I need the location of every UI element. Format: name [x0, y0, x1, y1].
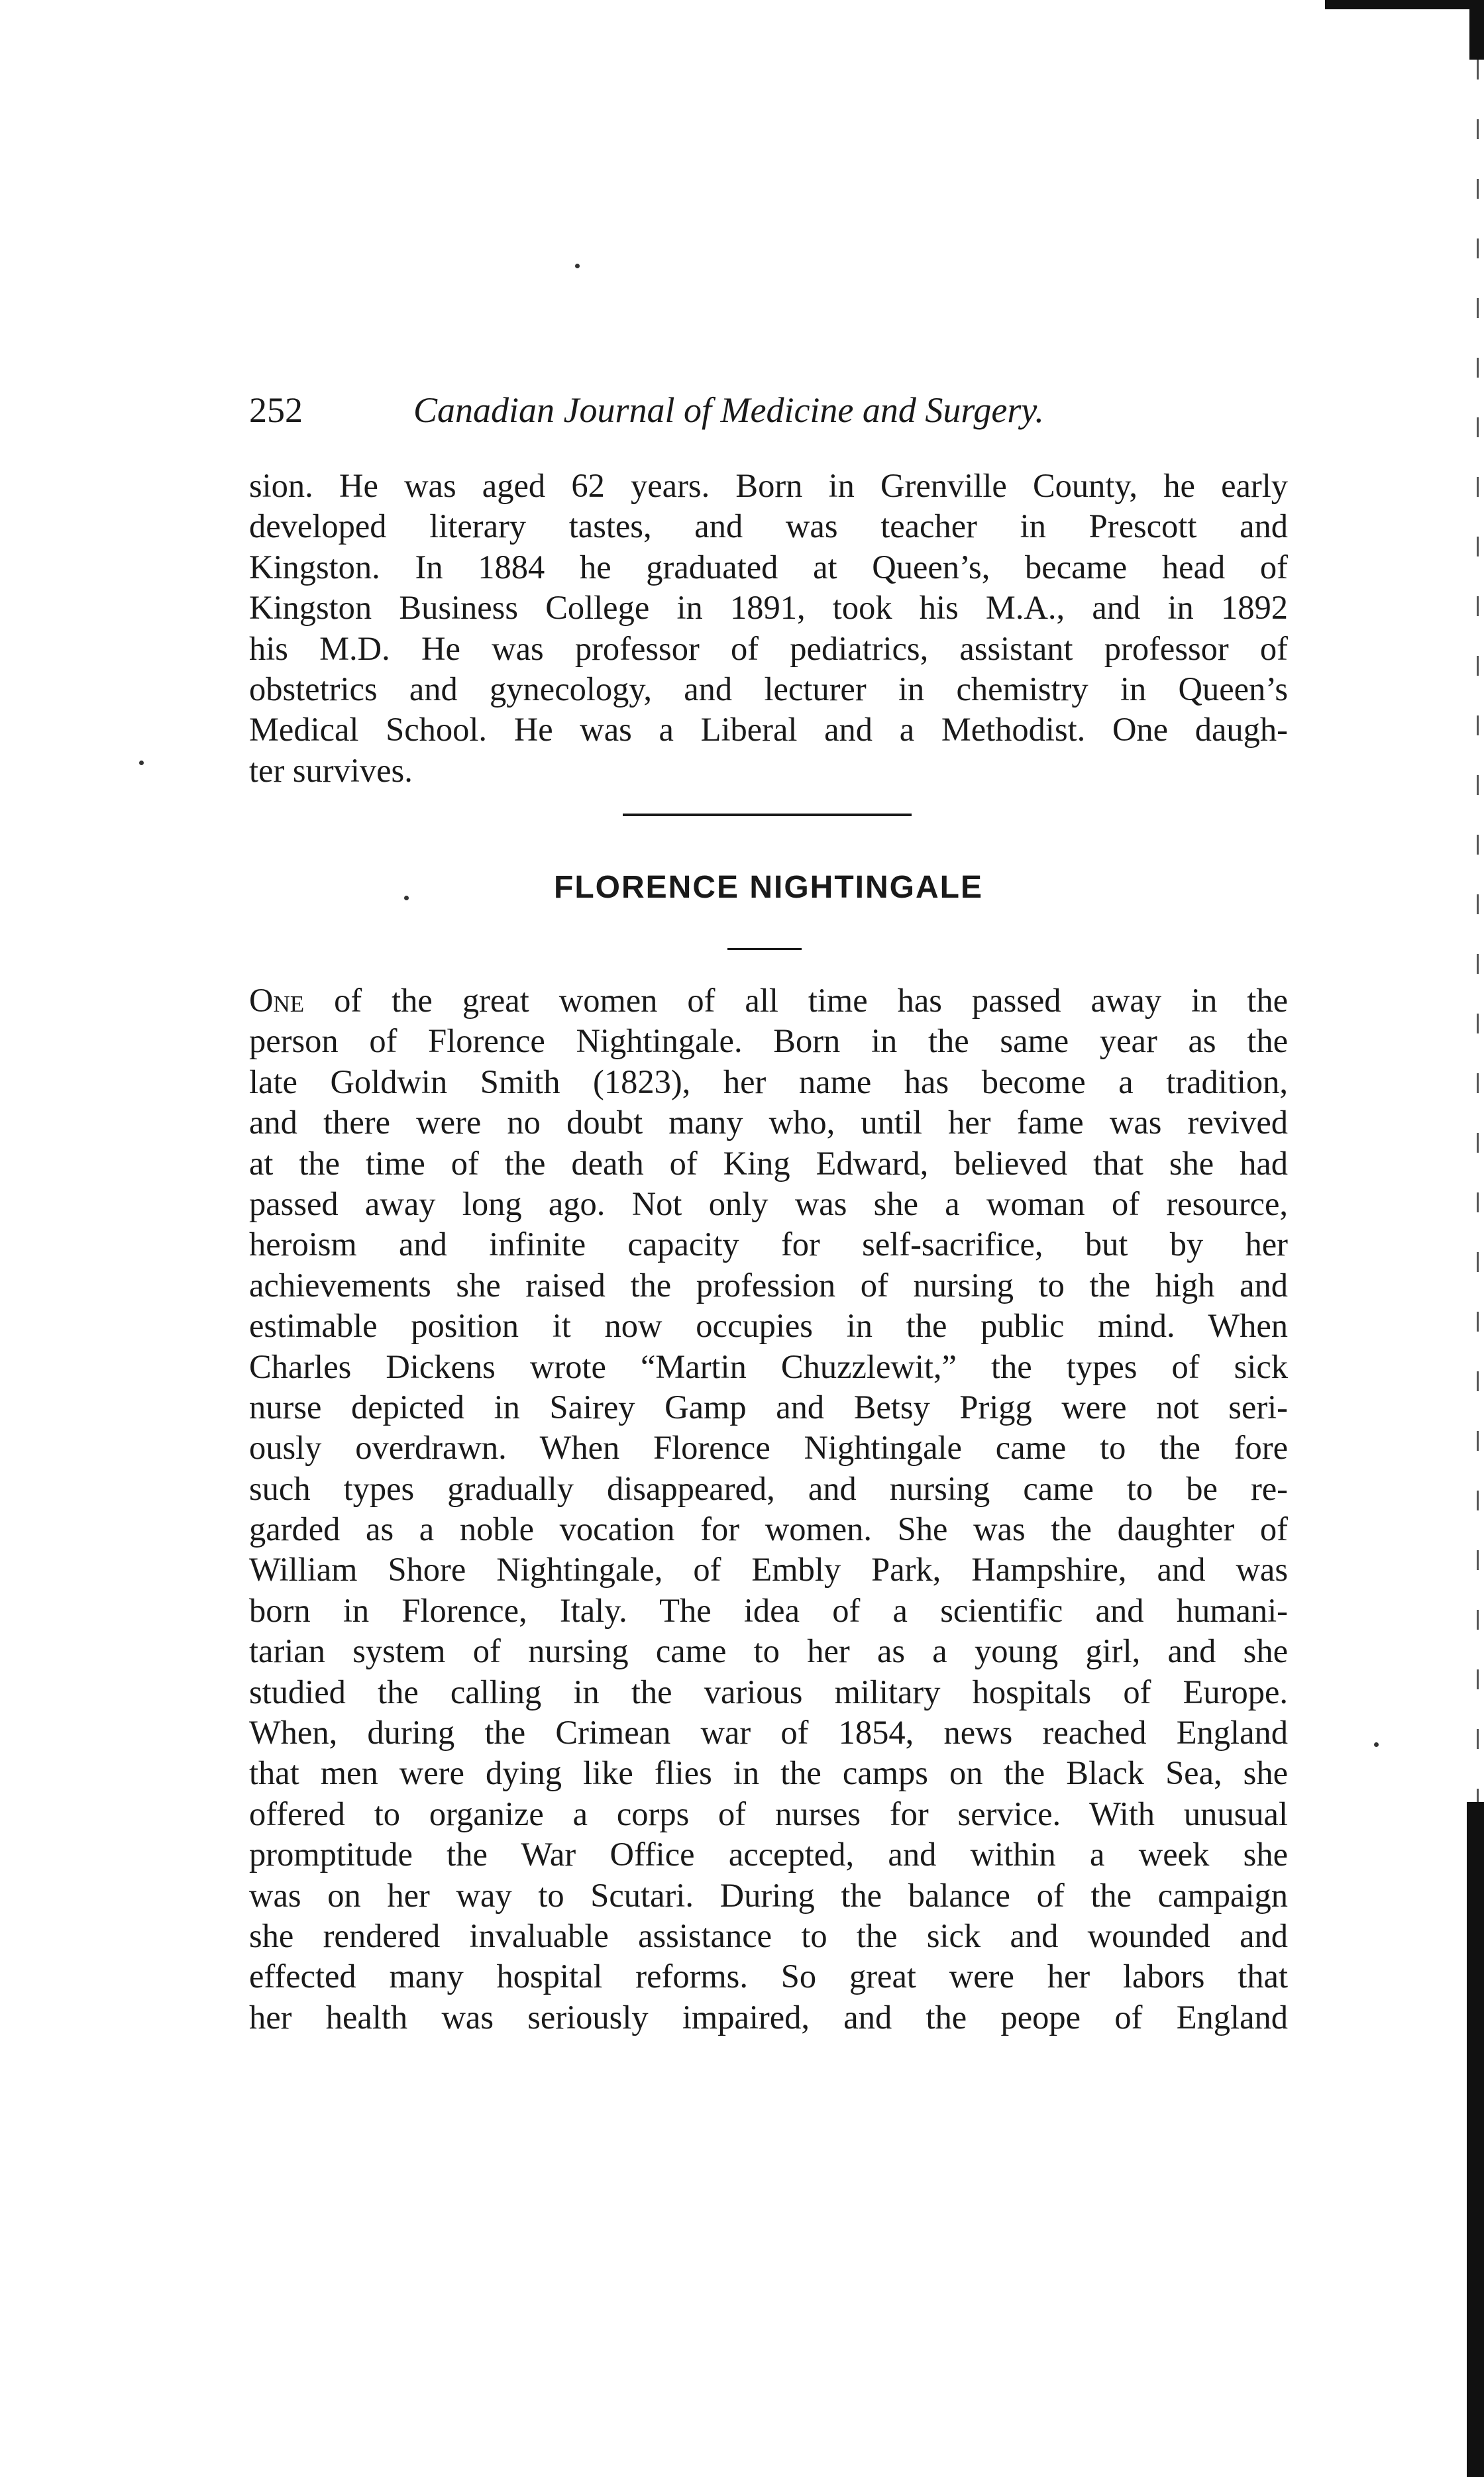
section-divider — [623, 814, 912, 816]
page-number: 252 — [249, 390, 303, 430]
scan-speck — [1374, 1742, 1379, 1747]
running-title: Canadian Journal of Medicine and Surgery. — [413, 390, 1044, 430]
text-line: estimable position it now occupies in the public mind. When — [249, 1307, 1288, 1345]
obituary-continuation — [249, 466, 1288, 791]
text-line: studied the calling in the various military hospitals of Europe. — [249, 1673, 1288, 1711]
scan-speck — [575, 264, 580, 268]
scan-edge-right-thin — [1477, 60, 1479, 1802]
text-line: garded as a noble vocation for women. She was the daughter of — [249, 1510, 1288, 1548]
text-line: that men were dying like flies in the camps on the Black Sea, she — [249, 1754, 1288, 1792]
text-line: passed away long ago. Not only was she a woman of resource, — [249, 1185, 1288, 1222]
text-line: born in Florence, Italy. The idea of a scientific and humani- — [249, 1591, 1288, 1629]
text-line: sion. He was aged 62 years. Born in Grenville County, he early — [249, 467, 1288, 504]
drop-word: One — [249, 982, 305, 1019]
scan-edge-corner — [1469, 0, 1484, 60]
text-line: offered to organize a corps of nurses for service. With unusual — [249, 1795, 1288, 1832]
text-line: achievements she raised the profession of nursing to the high and — [249, 1266, 1288, 1304]
text-line: Medical School. He was a Liberal and a Methodist. One daugh- — [249, 711, 1288, 749]
article-body — [249, 980, 1288, 2038]
scan-edge-right — [1467, 1802, 1484, 2477]
text-line: Kingston Business College in 1891, took his M.A., and in 1892 — [249, 589, 1288, 627]
first-line-text: of the great women of all time has passed away in the — [304, 982, 1288, 1019]
text-line: obstetrics and gynecology, and lecturer in chemistry in Queen’s — [249, 670, 1288, 708]
text-line: When, during the Crimean war of 1854, news reached England — [249, 1714, 1288, 1752]
text-line: promptitude the War Office accepted, and within a week she — [249, 1836, 1288, 1873]
text-line: and there were no doubt many who, until her fame was revived — [249, 1104, 1288, 1141]
text-line: effected many hospital reforms. So great were her labors that — [249, 1958, 1288, 1995]
article-heading: FLORENCE NIGHTINGALE — [554, 870, 983, 905]
text-line: such types gradually disappeared, and nursing came to be re- — [249, 1469, 1288, 1507]
text-line: was on her way to Scutari. During the balance of the campaign — [249, 1876, 1288, 1914]
text-line: ously overdrawn. When Florence Nightingale came to the fore — [249, 1429, 1288, 1467]
text-line: tarian system of nursing came to her as a young girl, and she — [249, 1632, 1288, 1670]
text-line: heroism and infinite capacity for self-sacrifice, but by her — [249, 1226, 1288, 1263]
text-line: Charles Dickens wrote “Martin Chuzzlewit,” the types of sick — [249, 1347, 1288, 1385]
text-line: late Goldwin Smith (1823), her name has become a tradition, — [249, 1063, 1288, 1100]
text-line: nurse depicted in Sairey Gamp and Betsy Prigg were not seri- — [249, 1388, 1288, 1426]
scan-speck — [139, 761, 144, 765]
text-line: person of Florence Nightingale. Born in the same year as the — [249, 1022, 1288, 1060]
text-line: William Shore Nightingale, of Embly Park, Hampshire, and was — [249, 1551, 1288, 1589]
text-line-first — [249, 980, 1288, 1021]
text-line: his M.D. He was professor of pediatrics, assistant professor of — [249, 629, 1288, 667]
text-line: developed literary tastes, and was teacher in Prescott and — [249, 507, 1288, 545]
text-line: she rendered invaluable assistance to the sick and wounded and — [249, 1917, 1288, 1954]
text-line: her health was seriously impaired, and the peope of England — [249, 1998, 1288, 2036]
scan-edge-top — [1325, 0, 1484, 9]
text-line: ter survives. — [249, 751, 413, 789]
heading-rule — [727, 948, 802, 950]
text-line: Kingston. In 1884 he graduated at Queen’s, became head of — [249, 548, 1288, 586]
text-line: at the time of the death of King Edward, believed that she had — [249, 1144, 1288, 1182]
page-header — [249, 390, 1289, 436]
